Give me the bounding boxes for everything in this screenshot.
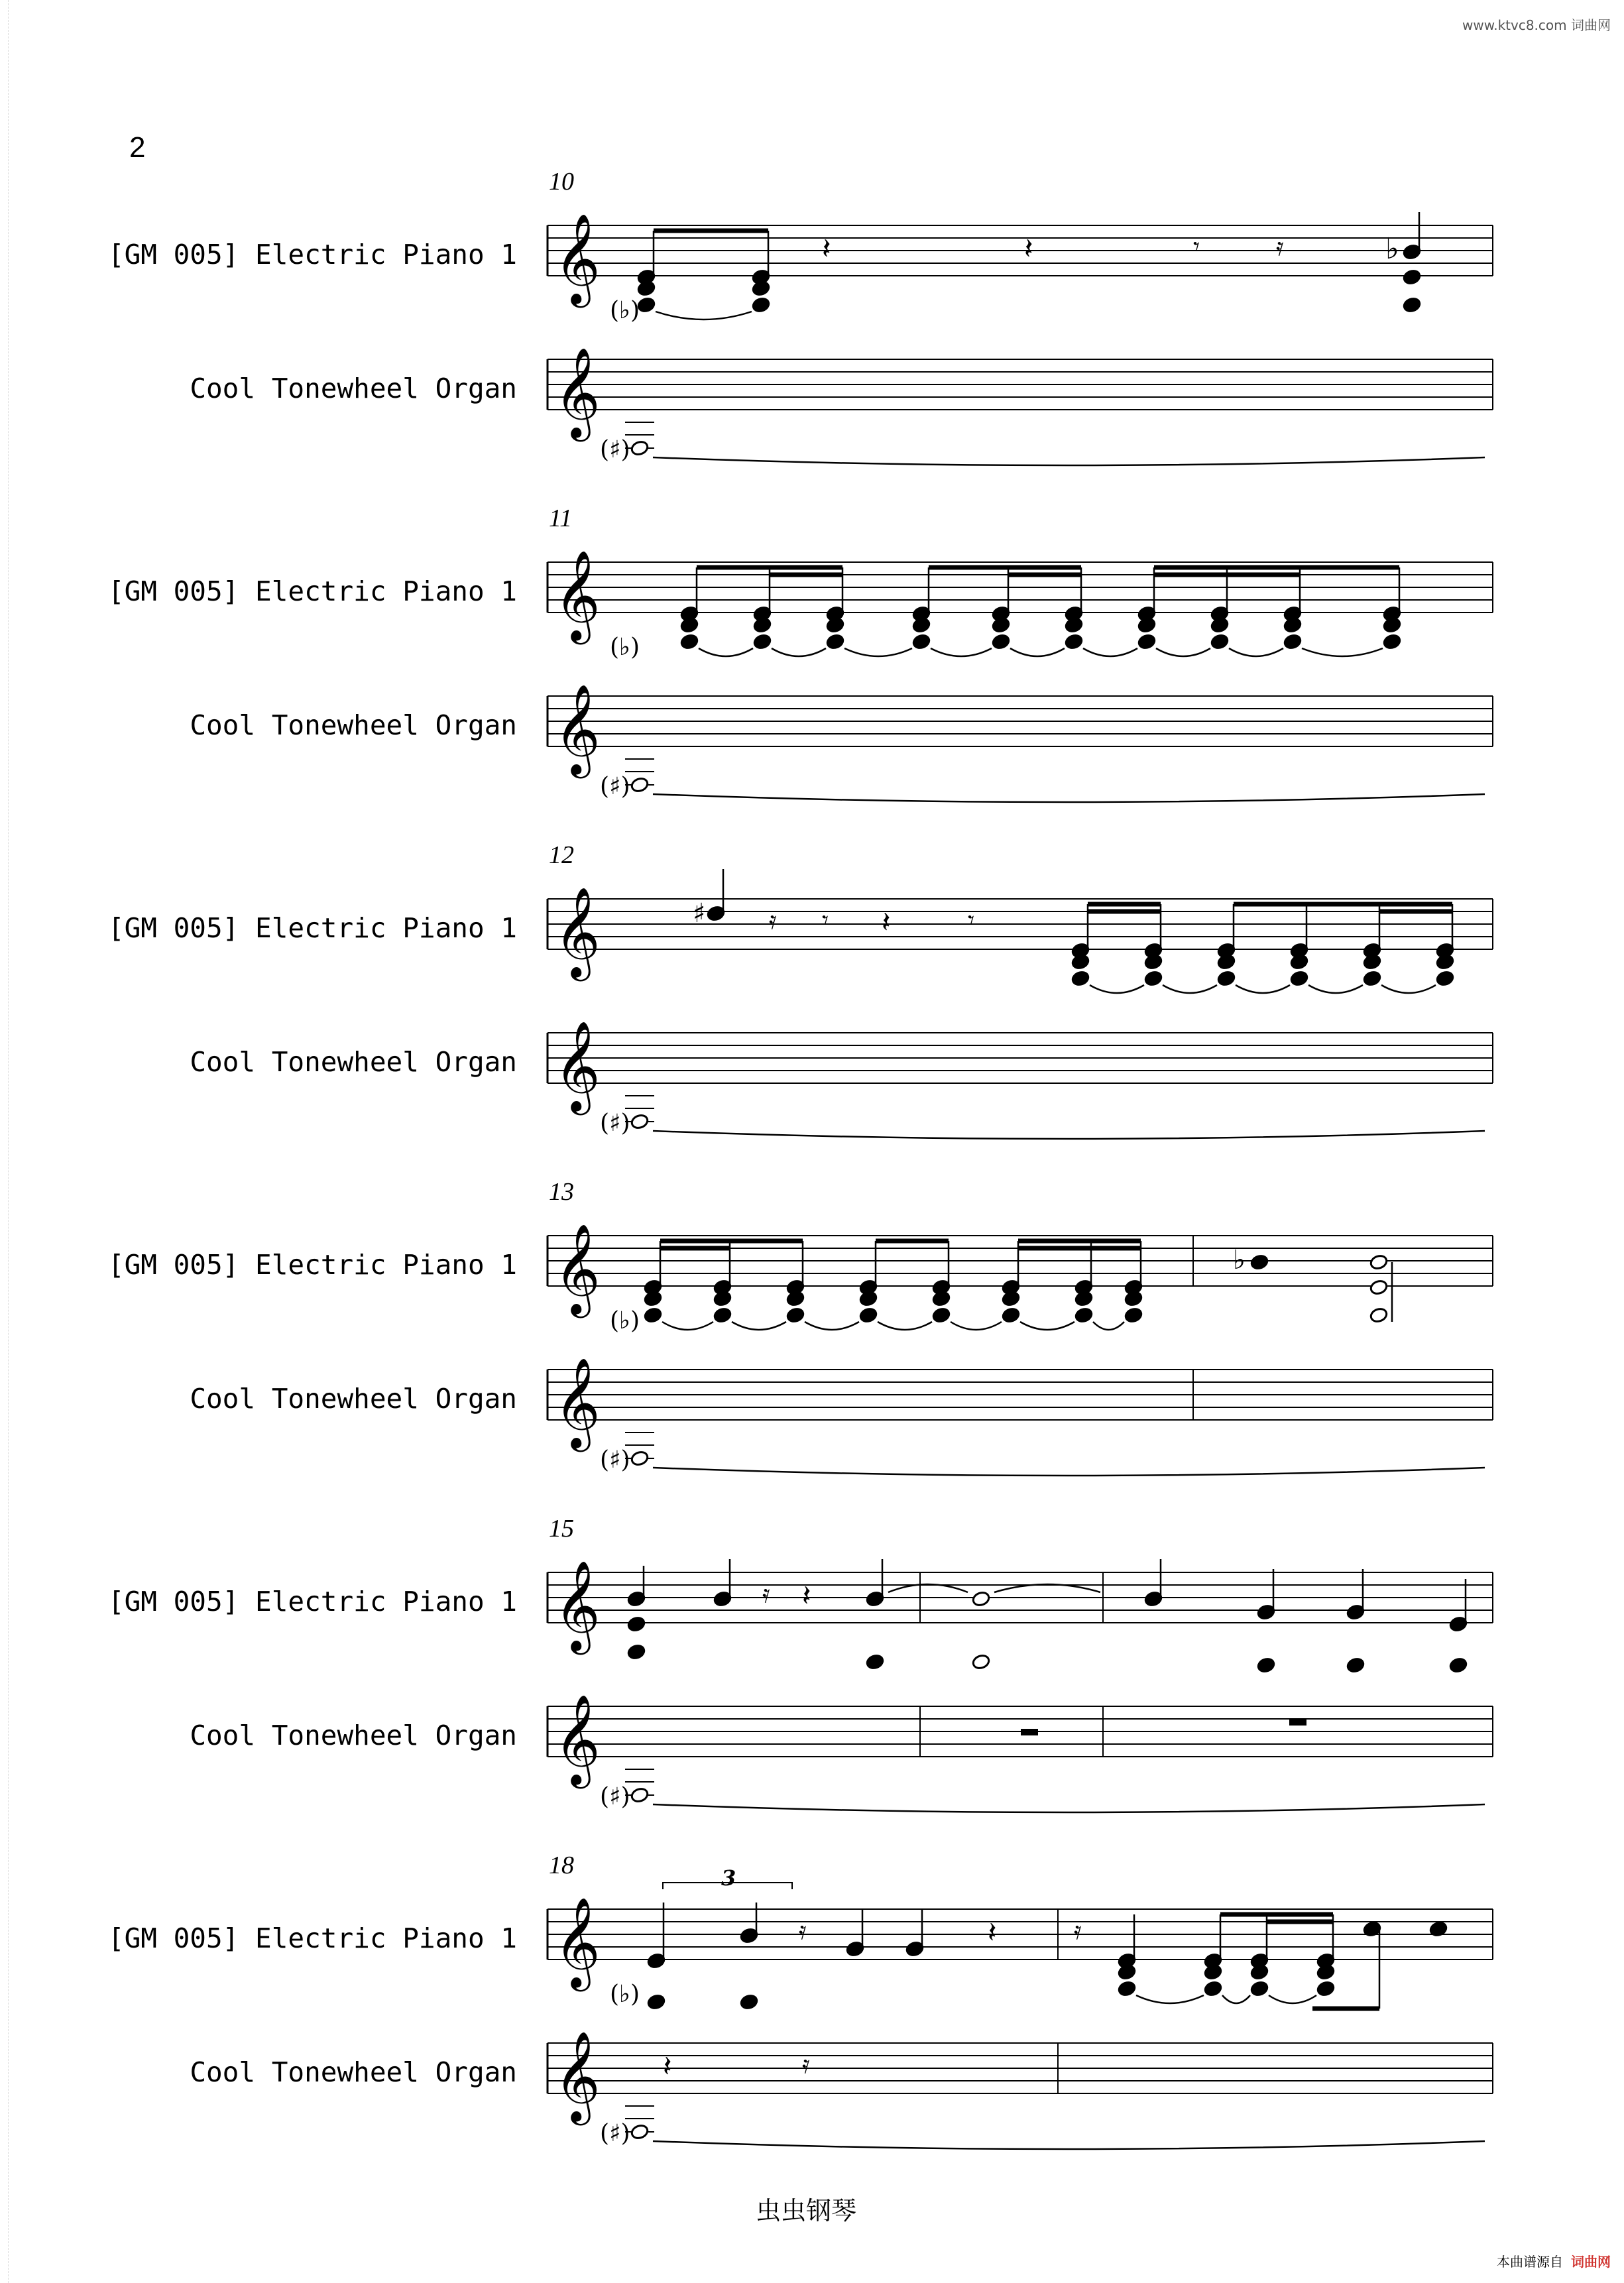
organ-whole-note bbox=[630, 1786, 650, 1803]
tie bbox=[1269, 1995, 1316, 2003]
piano-note bbox=[1137, 633, 1157, 650]
measure-number: 13 bbox=[549, 1178, 574, 1206]
treble-clef-icon: 𝄞 bbox=[554, 1693, 601, 1785]
treble-clef-icon: 𝄞 bbox=[554, 1020, 601, 1111]
footer-source bbox=[1497, 2251, 1611, 2270]
instrument-label-piano-1: [GM 005] Electric Piano 1 bbox=[107, 239, 517, 270]
piano-note bbox=[627, 1615, 646, 1632]
tie bbox=[732, 1322, 786, 1330]
tie bbox=[1156, 648, 1210, 656]
tie bbox=[772, 648, 826, 656]
organ-whole-note bbox=[630, 439, 650, 456]
piano-note bbox=[1065, 633, 1084, 650]
piano-note bbox=[1369, 1254, 1389, 1270]
tie bbox=[653, 794, 1485, 802]
instrument-label-piano-5: [GM 005] Electric Piano 1 bbox=[107, 1586, 517, 1617]
tie bbox=[878, 1322, 932, 1330]
footer-title: 虫虫钢琴 bbox=[756, 2196, 857, 2225]
tie bbox=[844, 648, 912, 656]
treble-clef-icon: 𝄞 bbox=[554, 346, 601, 438]
flat-icon: ♭ bbox=[1233, 1245, 1246, 1275]
piano-note bbox=[1369, 1307, 1389, 1323]
sharp-icon: ♯ bbox=[693, 898, 706, 929]
piano-note bbox=[866, 1653, 885, 1670]
piano-note bbox=[713, 1307, 732, 1323]
tie bbox=[951, 1322, 1002, 1330]
piano-note bbox=[1346, 1657, 1365, 1673]
sharp-icon: (♯) bbox=[600, 1110, 630, 1137]
piano-note bbox=[1217, 970, 1236, 986]
instrument-label-piano-4: [GM 005] Electric Piano 1 bbox=[107, 1249, 517, 1281]
piano-note bbox=[1369, 1279, 1389, 1295]
piano-note bbox=[992, 633, 1011, 650]
eighth-rest-icon: 𝄾 bbox=[968, 906, 975, 935]
sixteenth-rest-icon: 𝄿 bbox=[799, 1916, 807, 1945]
piano-note bbox=[740, 1993, 759, 2010]
piano-note bbox=[826, 633, 845, 650]
instrument-label-organ-1: Cool Tonewheel Organ bbox=[190, 373, 517, 404]
measure-number: 12 bbox=[549, 841, 574, 869]
quarter-rest-icon: 𝄽 bbox=[802, 1579, 811, 1613]
piano-note bbox=[1290, 970, 1309, 986]
instrument-label-organ-6: Cool Tonewheel Organ bbox=[190, 2056, 517, 2088]
piano-note bbox=[1403, 296, 1422, 313]
tie bbox=[653, 1468, 1485, 1476]
flat-icon: (♭) bbox=[610, 297, 640, 324]
tie bbox=[1090, 985, 1144, 993]
tie bbox=[653, 2141, 1485, 2149]
half-rest-icon bbox=[1021, 1729, 1038, 1735]
quarter-rest-icon: 𝄽 bbox=[822, 232, 831, 266]
instrument-label-organ-5: Cool Tonewheel Organ bbox=[190, 1720, 517, 1751]
quarter-rest-icon: 𝄽 bbox=[988, 1916, 997, 1950]
treble-clef-icon: 𝄞 bbox=[554, 2030, 601, 2121]
piano-note bbox=[752, 296, 771, 313]
footer-source-label: 本曲谱源自 bbox=[1497, 2254, 1563, 2270]
instrument-label-organ-3: Cool Tonewheel Organ bbox=[190, 1046, 517, 1078]
instrument-label-piano-2: [GM 005] Electric Piano 1 bbox=[107, 575, 517, 607]
treble-clef-icon: 𝄞 bbox=[554, 683, 601, 774]
measure-number: 18 bbox=[549, 1851, 574, 1879]
treble-clef-icon: 𝄞 bbox=[554, 1559, 601, 1651]
treble-clef-icon: 𝄞 bbox=[554, 886, 601, 977]
piano-note bbox=[753, 633, 772, 650]
treble-clef-icon: 𝄞 bbox=[554, 212, 601, 304]
quarter-rest-icon: 𝄽 bbox=[882, 906, 891, 939]
sharp-icon: (♯) bbox=[600, 773, 630, 800]
piano-note bbox=[1144, 970, 1163, 986]
piano-note bbox=[647, 1993, 666, 2010]
quarter-rest-icon: 𝄽 bbox=[663, 2050, 672, 2083]
site-watermark: www.ktvc8.com 词曲网 bbox=[1462, 17, 1611, 33]
piano-note bbox=[1002, 1307, 1021, 1323]
tie bbox=[1136, 1995, 1204, 2003]
tuplet-number: 3 bbox=[721, 1865, 736, 1891]
piano-note bbox=[1449, 1657, 1468, 1673]
eighth-rest-icon: 𝄾 bbox=[1193, 232, 1200, 261]
treble-clef-icon: 𝄞 bbox=[554, 1222, 601, 1314]
tie bbox=[1010, 648, 1065, 656]
flat-icon: (♭) bbox=[610, 1307, 640, 1334]
tie bbox=[656, 312, 752, 320]
footer-brand: 词曲网 bbox=[1571, 2254, 1611, 2270]
tie bbox=[1083, 648, 1137, 656]
piano-note bbox=[1074, 1307, 1094, 1323]
treble-clef-icon: 𝄞 bbox=[554, 1896, 601, 1987]
piano-note bbox=[1436, 970, 1455, 986]
quarter-rest-icon: 𝄽 bbox=[1024, 232, 1033, 266]
tie bbox=[1308, 985, 1363, 993]
piano-note bbox=[1363, 970, 1382, 986]
tie bbox=[662, 1322, 713, 1330]
organ-whole-note bbox=[630, 1450, 650, 1466]
piano-note bbox=[644, 1307, 663, 1323]
piano-note bbox=[1210, 633, 1230, 650]
sixteenth-rest-icon: 𝄿 bbox=[769, 906, 777, 935]
organ-whole-note bbox=[630, 2123, 650, 2140]
piano-note bbox=[1071, 970, 1090, 986]
piano-note bbox=[1316, 1980, 1336, 1997]
whole-rest-icon bbox=[1289, 1719, 1306, 1726]
sharp-icon: (♯) bbox=[600, 1446, 630, 1474]
sharp-icon: (♯) bbox=[600, 1783, 630, 1810]
treble-clef-icon: 𝄞 bbox=[554, 1356, 601, 1448]
measure-number: 15 bbox=[549, 1515, 574, 1543]
flat-icon: (♭) bbox=[610, 634, 640, 661]
tie bbox=[1229, 648, 1283, 656]
tie bbox=[805, 1322, 859, 1330]
tie bbox=[1093, 1322, 1124, 1330]
tie bbox=[1302, 648, 1383, 656]
piano-note bbox=[1283, 633, 1303, 650]
piano-note bbox=[932, 1307, 951, 1323]
tie bbox=[653, 1131, 1485, 1139]
sharp-icon: (♯) bbox=[600, 2120, 630, 2147]
flat-icon: (♭) bbox=[610, 1981, 640, 2008]
tie bbox=[1020, 1322, 1074, 1330]
piano-note bbox=[859, 1307, 878, 1323]
measure-number: 10 bbox=[549, 168, 574, 196]
instrument-label-organ-2: Cool Tonewheel Organ bbox=[190, 709, 517, 741]
piano-note bbox=[627, 1643, 646, 1660]
tie bbox=[1222, 1995, 1250, 2003]
sixteenth-rest-icon: 𝄿 bbox=[1074, 1916, 1082, 1945]
sixteenth-rest-icon: 𝄿 bbox=[1276, 232, 1284, 261]
instrument-label-organ-4: Cool Tonewheel Organ bbox=[190, 1383, 517, 1415]
piano-note bbox=[1118, 1980, 1137, 1997]
piano-note bbox=[786, 1307, 805, 1323]
measure-number: 11 bbox=[549, 504, 573, 532]
tie bbox=[653, 1804, 1485, 1812]
page-number: 2 bbox=[129, 131, 146, 164]
organ-whole-note bbox=[630, 1113, 650, 1130]
piano-note bbox=[1124, 1307, 1143, 1323]
piano-note bbox=[972, 1653, 991, 1670]
piano-note bbox=[1257, 1657, 1276, 1673]
tie bbox=[1163, 985, 1217, 993]
piano-note bbox=[1204, 1980, 1223, 1997]
piano-note bbox=[972, 1590, 991, 1607]
sixteenth-rest-icon: 𝄿 bbox=[762, 1579, 770, 1608]
organ-whole-note bbox=[630, 776, 650, 793]
eighth-rest-icon: 𝄾 bbox=[822, 906, 829, 935]
instrument-label-piano-3: [GM 005] Electric Piano 1 bbox=[107, 912, 517, 944]
piano-note bbox=[1250, 1254, 1269, 1270]
piano-note bbox=[912, 633, 931, 650]
piano-note bbox=[680, 633, 699, 650]
sharp-icon: (♯) bbox=[600, 436, 630, 463]
tie bbox=[653, 457, 1485, 465]
piano-note bbox=[1403, 268, 1422, 285]
piano-note bbox=[1383, 633, 1402, 650]
sixteenth-rest-icon: 𝄿 bbox=[802, 2050, 810, 2079]
tie bbox=[699, 648, 753, 656]
treble-clef-icon: 𝄞 bbox=[554, 549, 601, 640]
flat-icon: ♭ bbox=[1385, 232, 1399, 266]
tie bbox=[1381, 985, 1436, 993]
tie bbox=[931, 648, 992, 656]
tie bbox=[1236, 985, 1290, 993]
instrument-label-piano-6: [GM 005] Electric Piano 1 bbox=[107, 1922, 517, 1954]
piano-note bbox=[1250, 1980, 1269, 1997]
